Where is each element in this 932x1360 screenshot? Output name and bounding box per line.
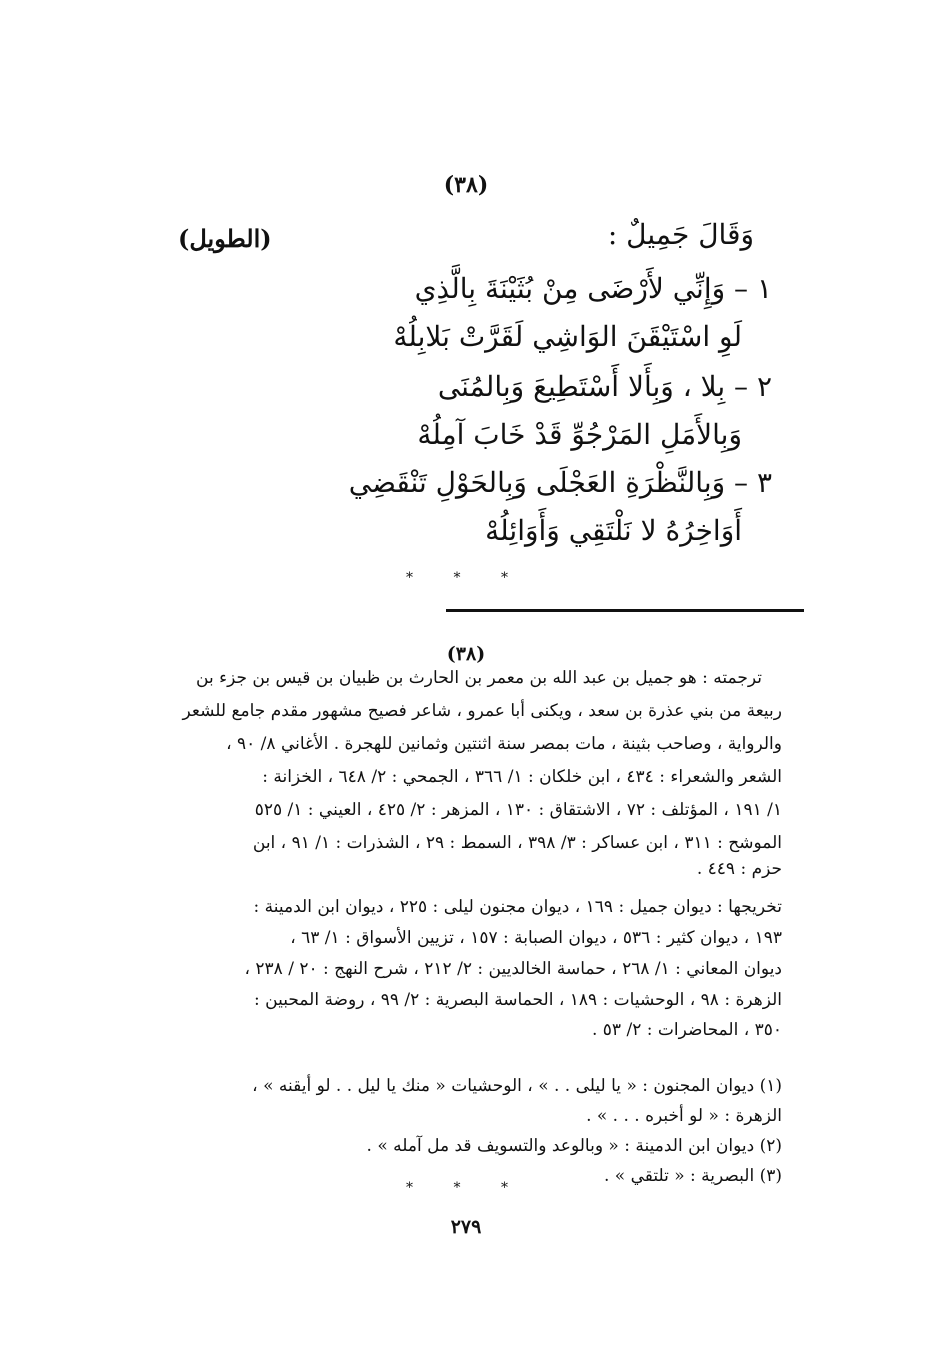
verse-2-second-hemistich: وَبِالأَمَلِ المَرْجُوِّ قَدْ خَابَ آمِلُهْ — [417, 418, 742, 451]
verse-1-second-hemistich: لَوِ اسْتَيْقَنَ الوَاشِي لَقَرَّتْ بَلابِلُهْ — [393, 320, 742, 353]
bio-line: ١/ ١٩١ ، المؤتلف : ٧٢ ، الاشتقاق : ١٣٠ ، المزهر : ٢/ ٤٢٥ ، العيني : ١/ ٥٢٥ — [254, 800, 782, 820]
bio-line: ترجمته : هو جميل بن عبد الله بن معمر بن الحارث بن ظبيان بن قيس بن جزء بن — [196, 668, 762, 688]
verse-3-first-hemistich: ٣ – وَبِالنَّظْرَةِ العَجْلَى وَبِالحَوْلِ تَنْقَضِي — [348, 466, 772, 499]
poem-number: (٣٨) — [443, 172, 489, 198]
takhrij-line: تخريجها : ديوان جميل : ١٦٩ ، ديوان مجنون ليلى : ٢٢٥ ، ديوان ابن الدمينة : — [253, 897, 782, 917]
poem-meter: (الطويل) — [178, 224, 272, 253]
bio-line: حزم : ٤٤٩ . — [696, 859, 782, 879]
poem-separator: * * * — [406, 570, 526, 586]
poem-intro: وَقَالَ جَمِيلٌ : — [607, 218, 754, 251]
verse-2-first-hemistich: ٢ – بِلا ، وَبِأَلا أَسْتَطِيعَ وَبِالمُنَى — [437, 370, 772, 403]
page-number: ٢٧٩ — [450, 1216, 482, 1238]
bio-line: والرواية ، وصاحب بثينة ، مات بمصر سنة اثنتين وثمانين للهجرة . الأغاني ٨/ ٩٠ ، — [226, 734, 782, 754]
takhrij-line: ١٩٣ ، ديوان كثير : ٥٣٦ ، ديوان الصبابة : ١٥٧ ، تزيين الأسواق : ١/ ٦٣ ، — [290, 928, 782, 948]
bio-line: الموشح : ٣١١ ، ابن عساكر : ٣/ ٣٩٨ ، السمط : ٢٩ ، الشذرات : ١/ ٩١ ، ابن — [252, 833, 782, 853]
variant-line: (٣) البصرية : « تلتقي » . — [603, 1166, 782, 1186]
variant-line: الزهرة : « لو أخبره . . . » . — [586, 1106, 782, 1126]
takhrij-line: ديوان المعاني : ١/ ٢٦٨ ، حماسة الخالديين : ٢/ ٢١٢ ، شرح النهج : ٢٠ / ٢٣٨ ، — [244, 959, 782, 979]
notes-separator: * * * — [406, 1180, 526, 1196]
footnote-divider — [446, 609, 804, 612]
verse-3-second-hemistich: أَوَاخِرُهُ لا نَلْتَقِي وَأَوَائِلُهْ — [485, 514, 742, 547]
verse-1-first-hemistich: ١ – وَإِنِّي لأَرْضَى مِنْ بُثَيْنَةَ بِالَّذِي — [414, 272, 772, 305]
bio-line: ربيعة من بني عذرة بن سعد ، ويكنى أبا عمرو ، شاعر فصيح مشهور مقدم جامع للشعر — [182, 701, 782, 721]
variant-line: (١) ديوان المجنون : « يا ليلى . . » ، الوحشيات « منك يا ليل . . لو أيقنه » ، — [252, 1076, 782, 1096]
takhrij-line: الزهرة : ٩٨ ، الوحشيات : ١٨٩ ، الحماسة البصرية : ٢/ ٩٩ ، روضة المحبين : — [254, 990, 782, 1010]
variant-line: (٢) ديوان ابن الدمينة : « وبالوعد والتسويف قد مل آمله » . — [366, 1136, 782, 1156]
notes-number: (٣٨) — [446, 643, 486, 665]
bio-line: الشعر والشعراء : ٤٣٤ ، ابن خلكان : ١/ ٣٦٦ ، الجمحي : ٢/ ٦٤٨ ، الخزانة : — [262, 767, 782, 787]
takhrij-line: ٣٥٠ ، المحاضرات : ٢/ ٥٣ . — [591, 1020, 782, 1040]
